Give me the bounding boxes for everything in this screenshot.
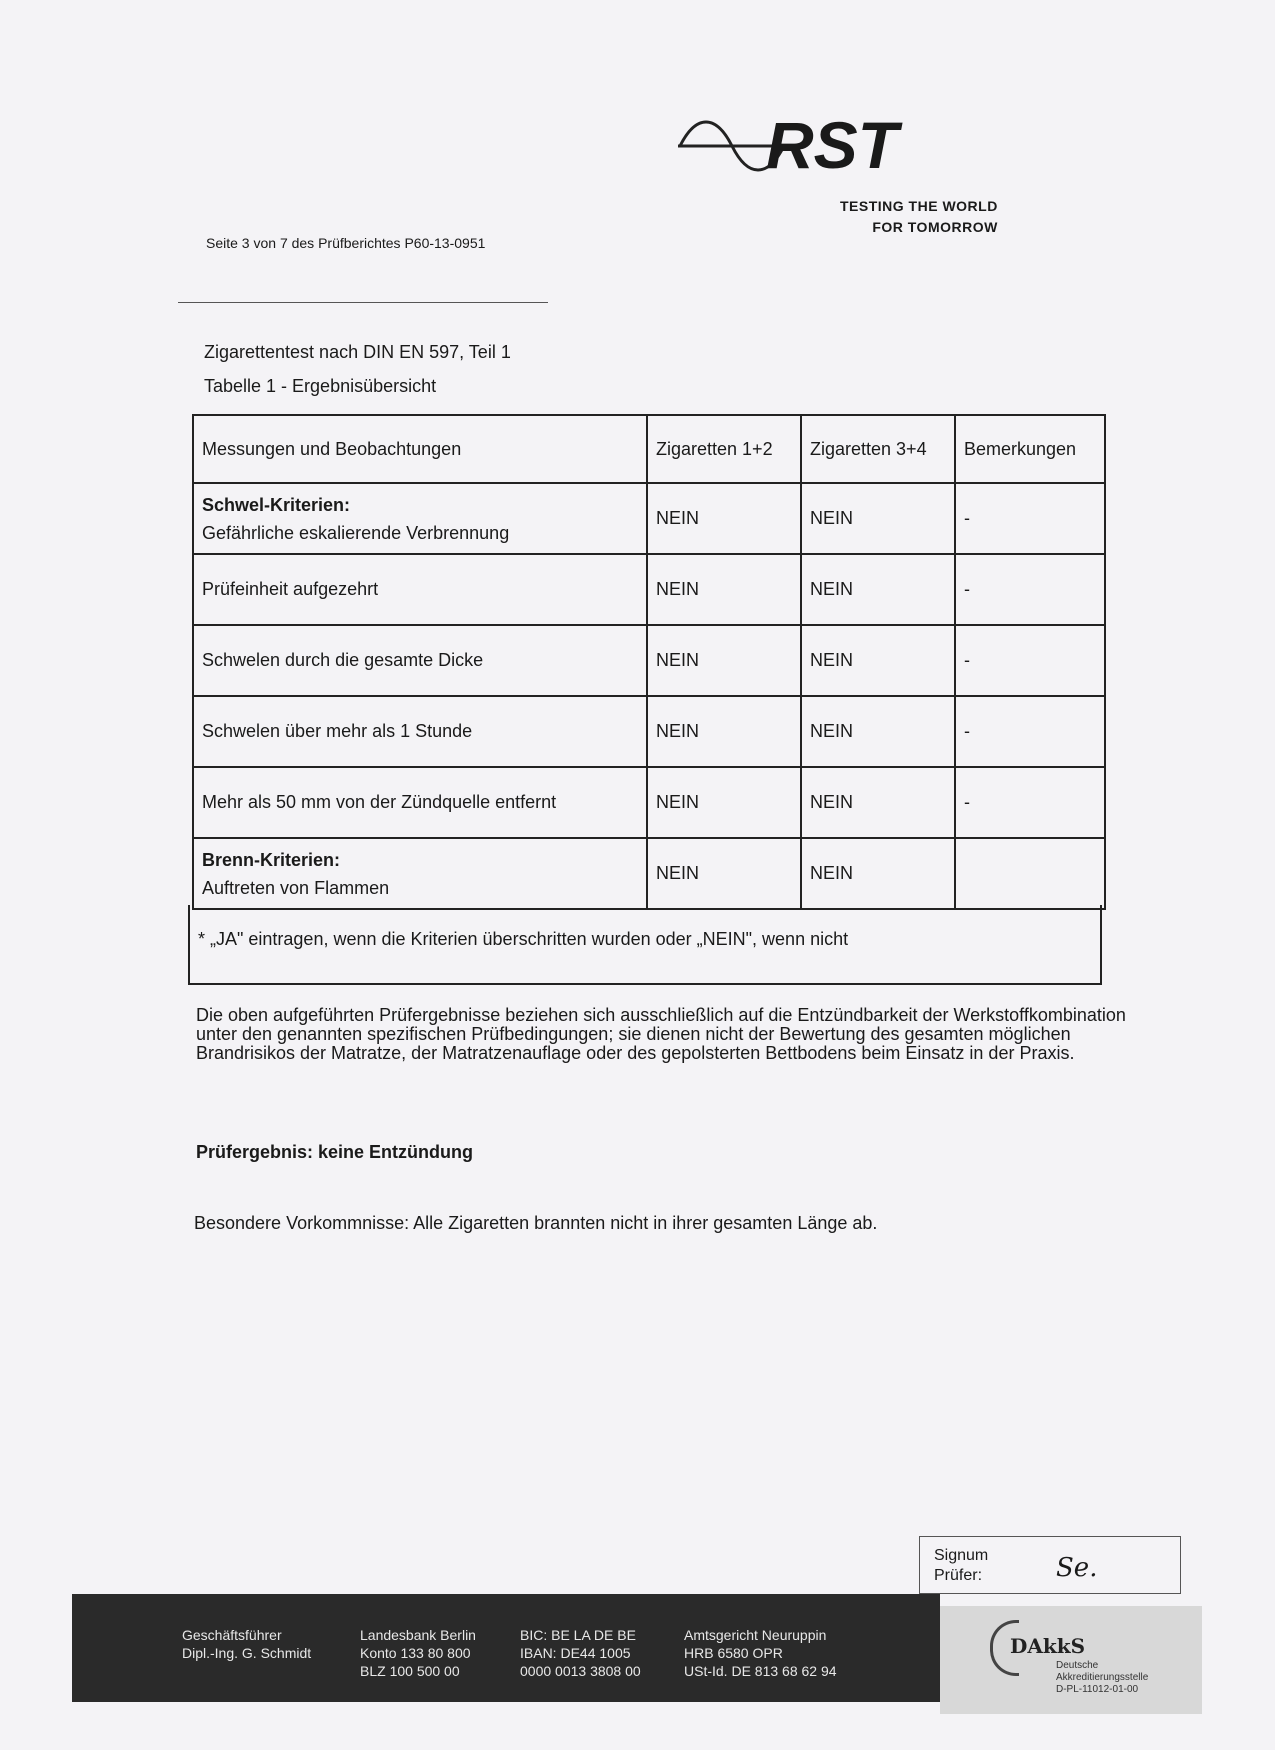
row-label: Prüfeinheit aufgezehrt [193, 554, 647, 625]
footer-text: USt-Id. DE 813 68 62 94 [684, 1663, 837, 1679]
cell-cig-3-4: NEIN [801, 696, 955, 767]
dakks-accreditation-mark [940, 1606, 1202, 1714]
sine-wave-logo-mark [676, 112, 976, 176]
footer-bar [72, 1594, 940, 1702]
header-remarks: Bemerkungen [955, 415, 1105, 483]
cell-cig-3-4: NEIN [801, 625, 955, 696]
tagline-line-1: TESTING THE WORLD [840, 198, 998, 214]
dakks-line: Akkreditierungsstelle [1056, 1672, 1149, 1683]
table-row [193, 696, 1105, 767]
page-reference: Seite 3 von 7 des Prüfberichtes P60-13-0951 [206, 235, 486, 251]
footer-text: Konto 133 80 800 [360, 1645, 471, 1661]
table-row [193, 483, 1105, 554]
test-title: Zigarettentest nach DIN EN 597, Teil 1 [204, 342, 511, 362]
logo-text: RST [766, 112, 898, 176]
footer-text: BLZ 100 500 00 [360, 1663, 460, 1679]
test-result: Prüfergebnis: keine Entzündung [196, 1142, 474, 1162]
cell-cig-1-2: NEIN [647, 838, 801, 909]
footer-bank [360, 1626, 476, 1680]
header-cig-3-4: Zigaretten 3+4 [801, 415, 955, 483]
cell-cig-3-4: NEIN [801, 554, 955, 625]
row-label-cell [193, 483, 647, 554]
footer-text: Dipl.-Ing. G. Schmidt [182, 1645, 312, 1661]
cell-cig-3-4: NEIN [801, 767, 955, 838]
cell-cig-3-4: NEIN [801, 483, 955, 554]
cell-cig-3-4: NEIN [801, 838, 955, 909]
row-label: Auftreten von Flammen [202, 877, 390, 898]
cell-remark: - [955, 483, 1105, 554]
cell-cig-1-2: NEIN [647, 767, 801, 838]
results-table [192, 414, 1106, 910]
footer-text: 0000 0013 3808 00 [520, 1663, 641, 1679]
signature-box [919, 1536, 1181, 1594]
footnote-text: * „JA" eintragen, wenn die Kriterien überschritten wurden oder „NEIN", wenn nicht [198, 929, 849, 949]
tagline-line-2: FOR TOMORROW [872, 219, 998, 235]
table-row [193, 838, 1105, 909]
handwritten-signature: Se. [1056, 1553, 1098, 1583]
cell-cig-1-2: NEIN [647, 483, 801, 554]
row-label: Schwelen durch die gesamte Dicke [193, 625, 647, 696]
header-measurements: Messungen und Beobachtungen [193, 415, 647, 483]
cell-remark: - [955, 767, 1105, 838]
table-row [193, 625, 1105, 696]
logo-tagline [840, 196, 998, 238]
footer-text: Amtsgericht Neuruppin [684, 1627, 827, 1643]
row-label: Schwelen über mehr als 1 Stunde [193, 696, 647, 767]
dakks-details [1056, 1660, 1148, 1696]
disclaimer-paragraph: Die oben aufgeführten Prüfergebnisse beziehen sich ausschließlich auf die Entzündbarkeit der Werkstoffkombination unter den genannten spezifischen Prüfbedingungen; sie dienen nicht der Bewertung des gesamten möglichen Brandrisikos der Matratze, der Matratzenauflage oder des gepolsterten Bettbodens beim Einsatz in der Praxis. [196, 1005, 1126, 1063]
footer-text: Geschäftsführer [182, 1627, 282, 1643]
row-label-cell [193, 838, 647, 909]
footer-text: IBAN: DE44 1005 [520, 1645, 631, 1661]
signature-label-2: Prüfer: [934, 1567, 983, 1584]
special-occurrences: Besondere Vorkommnisse: Alle Zigaretten brannten nicht in ihrer gesamten Länge ab. [194, 1213, 878, 1233]
footer-text: HRB 6580 OPR [684, 1645, 783, 1661]
dakks-line: D-PL-11012-01-00 [1056, 1684, 1139, 1695]
dakks-name: DAkkS [1010, 1634, 1086, 1658]
cell-remark [955, 838, 1105, 909]
table-row [193, 767, 1105, 838]
rst-logo [676, 112, 976, 176]
cell-cig-1-2: NEIN [647, 625, 801, 696]
table-header-row [193, 415, 1105, 483]
group-name-burn: Brenn-Kriterien: [202, 849, 341, 870]
group-name-smoulder: Schwel-Kriterien: [202, 494, 351, 515]
cell-remark: - [955, 625, 1105, 696]
footer-management [182, 1626, 311, 1662]
cell-cig-1-2: NEIN [647, 696, 801, 767]
header-cig-1-2: Zigaretten 1+2 [647, 415, 801, 483]
footer-text: Landesbank Berlin [360, 1627, 476, 1643]
footer-court [684, 1626, 837, 1680]
divider [178, 302, 548, 303]
footer-text: BIC: BE LA DE BE [520, 1627, 636, 1643]
table-title: Tabelle 1 - Ergebnisübersicht [204, 376, 437, 396]
cell-cig-1-2: NEIN [647, 554, 801, 625]
signature-label-1: Signum [934, 1547, 989, 1564]
cell-remark: - [955, 696, 1105, 767]
footer-bic [520, 1626, 641, 1680]
row-label: Mehr als 50 mm von der Zündquelle entfernt [193, 767, 647, 838]
table-row [193, 554, 1105, 625]
dakks-line: Deutsche [1056, 1660, 1099, 1671]
row-label: Gefährliche eskalierende Verbrennung [202, 522, 510, 543]
table-footnote [188, 905, 1102, 985]
cell-remark: - [955, 554, 1105, 625]
